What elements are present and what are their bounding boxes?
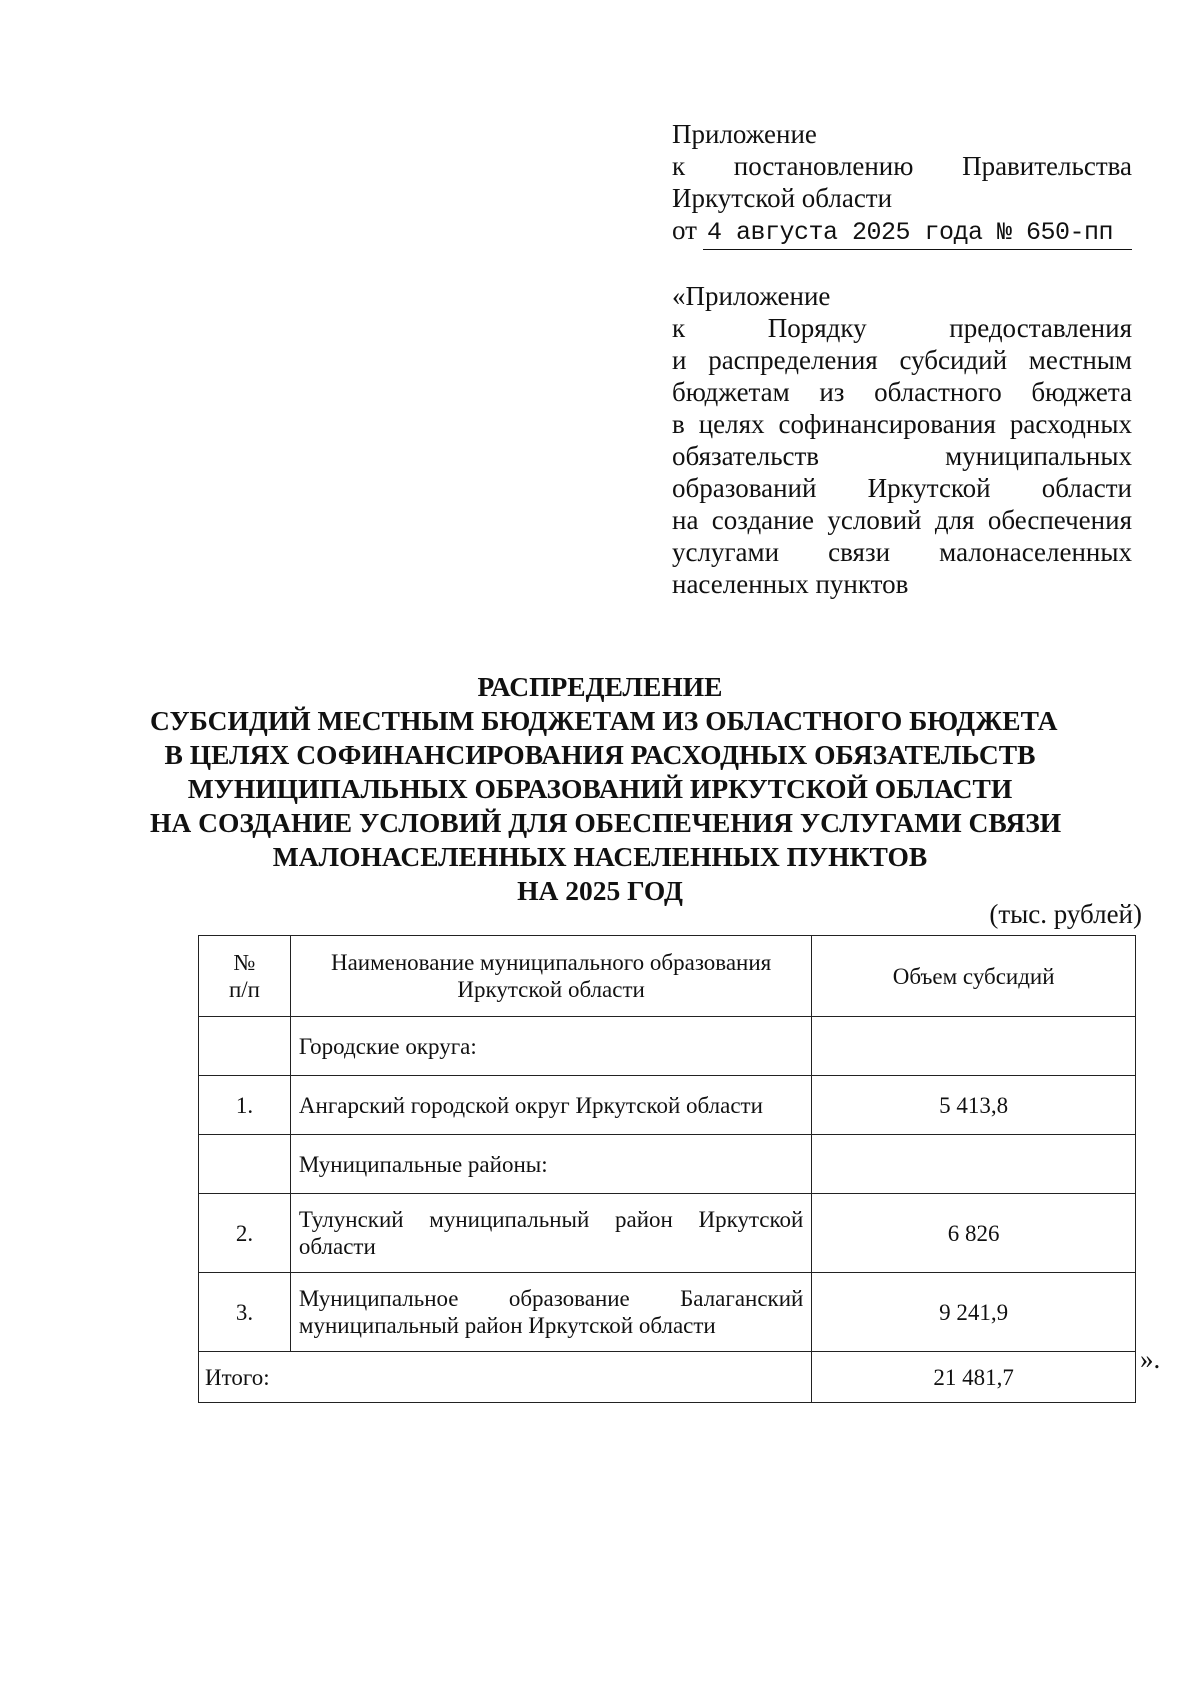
annex-procedure-line-3: и распределения субсидий местным [672,345,1132,375]
header-name-line-2: Иркутской области [457,977,645,1002]
cell-value: 5 413,8 [812,1076,1136,1135]
cell-name: Городские округа: [290,1017,811,1076]
header-num-line-1: № [233,950,256,975]
cell-value: 9 241,9 [812,1273,1136,1352]
annex-procedure-line-4: бюджетам из областного бюджета [672,377,1132,407]
header-value: Объем субсидий [812,936,1136,1017]
units-label: (тыс. рублей) [989,899,1142,929]
cell-name: Муниципальное образование Балаганский муниципальный район Иркутской области [290,1273,811,1352]
annex-procedure-line-1: «Приложение [672,281,831,311]
cell-name: Тулунский муниципальный район Иркутской области [290,1194,811,1273]
annex-decree-reference [672,118,1132,250]
table-total-row [199,1352,1136,1403]
cell-num: 1. [199,1076,291,1135]
document-title [150,670,1062,908]
title-line-6: МАЛОНАСЕЛЕННЫХ НАСЕЛЕННЫХ ПУНКТОВ [272,841,928,872]
distribution-table [198,935,1136,1403]
cell-name: Муниципальные районы: [290,1135,811,1194]
header-num-line-2: п/п [228,977,260,1002]
annex-procedure-line-10: населенных пунктов [672,569,909,599]
header-num [199,936,291,1017]
cell-value [812,1017,1136,1076]
cell-num: 2. [199,1194,291,1273]
annex-procedure-line-7: образований Иркутской области [672,473,1132,503]
table-row [199,1135,1136,1194]
header-name-line-1: Наименование муниципального образования [330,950,772,975]
annex-procedure-line-8: на создание условий для обеспечения [672,505,1132,535]
cell-num: 3. [199,1273,291,1352]
table-row [199,1194,1136,1273]
cell-value [812,1135,1136,1194]
title-line-5: НА СОЗДАНИЕ УСЛОВИЙ ДЛЯ ОБЕСПЕЧЕНИЯ УСЛУГАМИ СВЯЗИ [150,807,1062,838]
cell-value: 6 826 [812,1194,1136,1273]
annex-decree-line-1: Приложение [672,119,817,149]
annex-decree-line-3: Иркутской области [672,183,893,213]
annex-procedure-reference [672,280,1132,600]
table-header-row [199,936,1136,1017]
title-line-2: СУБСИДИЙ МЕСТНЫМ БЮДЖЕТАМ ИЗ ОБЛАСТНОГО БЮДЖЕТА [150,705,1058,736]
cell-num [199,1017,291,1076]
annex-procedure-line-2: к Порядку предоставления [672,313,1132,343]
annex-procedure-line-5: в целях софинансирования расходных [672,409,1132,439]
title-line-1: РАСПРЕДЕЛЕНИЕ [477,671,723,702]
table-row [199,1017,1136,1076]
total-label: Итого: [199,1352,812,1403]
table-row [199,1076,1136,1135]
title-line-3: В ЦЕЛЯХ СОФИНАНСИРОВАНИЯ РАСХОДНЫХ ОБЯЗАТЕЛЬСТВ [164,739,1036,770]
decree-date-row [672,214,1132,250]
cell-num [199,1135,291,1194]
cell-name: Ангарский городской округ Иркутской области [290,1076,811,1135]
annex-decree-line-2: к постановлению Правительства [672,151,1132,181]
decree-date-prefix: от [672,215,697,245]
title-line-7: НА 2025 ГОД [517,875,683,906]
total-value: 21 481,7 [812,1352,1136,1403]
closing-quote-mark: ». [1140,1344,1161,1374]
annex-procedure-line-6: обязательств муниципальных [672,441,1132,471]
title-line-4: МУНИЦИПАЛЬНЫХ ОБРАЗОВАНИЙ ИРКУТСКОЙ ОБЛАСТИ [187,773,1013,804]
table-row [199,1273,1136,1352]
annex-procedure-line-9: услугами связи малонаселенных [672,537,1132,567]
header-name [290,936,811,1017]
decree-date-number: 4 августа 2025 года № 650-пп [703,217,1132,250]
